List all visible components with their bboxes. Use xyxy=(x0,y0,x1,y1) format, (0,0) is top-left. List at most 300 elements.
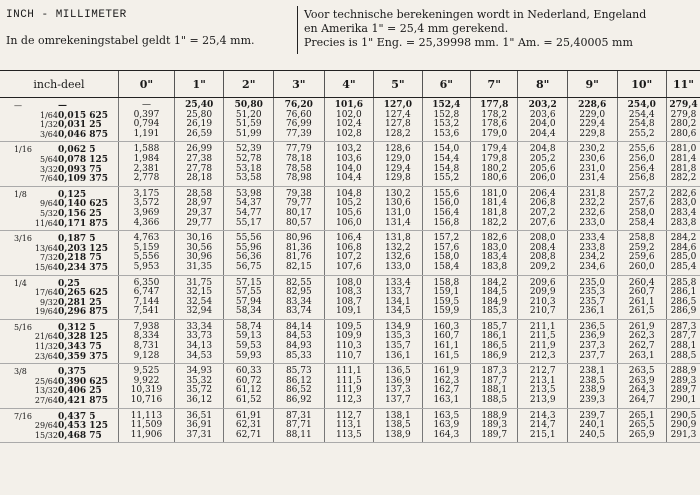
mm-value: 260,4 xyxy=(628,277,655,288)
inch-decimal: 0,453 125 xyxy=(57,421,109,432)
mm-value: 36,12 xyxy=(186,395,213,406)
mm-value: 240,1 xyxy=(579,420,606,431)
mm-value: 185,3 xyxy=(481,306,508,317)
mm-value: 280,6 xyxy=(670,128,697,139)
mm-cell xyxy=(224,142,274,186)
mm-value: 103,6 xyxy=(336,153,362,164)
mm-value: 205,6 xyxy=(529,163,556,174)
mm-value: 76,20 xyxy=(284,100,313,110)
mm-value: 204,4 xyxy=(529,128,556,139)
mm-value: 163,1 xyxy=(433,395,460,406)
mm-value: 133,0 xyxy=(385,261,411,272)
mm-cell xyxy=(374,142,422,186)
mm-value: 77,39 xyxy=(285,128,312,139)
mm-cell xyxy=(274,186,325,230)
mm-value: 188,5 xyxy=(481,395,508,406)
mm-cell xyxy=(518,231,568,275)
mm-value: 181,0 xyxy=(481,188,508,199)
inch-decimal: 0,359 375 xyxy=(57,351,109,362)
mm-value: 234,6 xyxy=(579,261,606,272)
mm-value: 133,4 xyxy=(385,277,411,288)
mm-value: 158,4 xyxy=(433,261,460,272)
inch-decimal: 0,25 xyxy=(57,278,80,289)
mm-value: 258,8 xyxy=(628,233,655,244)
mm-cell xyxy=(374,275,422,319)
mm-value: 131,4 xyxy=(385,217,411,228)
mm-cell xyxy=(471,98,518,142)
mm-value: 256,8 xyxy=(628,173,655,184)
mm-cell xyxy=(118,231,174,275)
mm-value: 182,6 xyxy=(481,233,508,244)
mm-value: 54,77 xyxy=(235,207,262,218)
mm-value: 106,0 xyxy=(336,217,362,228)
mm-cell xyxy=(422,319,470,363)
mm-value: 79,38 xyxy=(285,188,312,199)
mm-cell xyxy=(567,275,617,319)
column-header: 8" xyxy=(518,71,568,98)
mm-cell xyxy=(324,275,374,319)
inch-decimal: 0,375 xyxy=(57,367,87,378)
mm-value: 0,397 xyxy=(133,109,160,120)
mm-value: 111,9 xyxy=(336,385,362,396)
mm-cell xyxy=(471,142,518,186)
inch-fraction: 11/64 xyxy=(34,218,58,228)
mm-cell xyxy=(422,186,470,230)
mm-value: 57,55 xyxy=(235,287,262,298)
mm-cell xyxy=(118,142,174,186)
mm-value: 83,74 xyxy=(285,306,312,317)
mm-value: 9,525 xyxy=(133,366,160,377)
table-row xyxy=(0,364,700,408)
inch-fraction: 7/32 xyxy=(39,253,58,263)
mm-value: 265,9 xyxy=(628,429,655,440)
mm-cell xyxy=(567,408,617,443)
mm-value: 187,3 xyxy=(481,366,508,377)
mm-value: 26,19 xyxy=(186,119,213,130)
mm-value: 158,0 xyxy=(433,252,460,263)
inch-decimal: 0,078 125 xyxy=(57,154,109,165)
mm-value: 138,1 xyxy=(385,410,411,421)
inch-decimal: 0,046 875 xyxy=(57,129,109,140)
mm-value: 3,572 xyxy=(133,198,160,209)
mm-value: 184,2 xyxy=(481,277,508,288)
inch-fraction: 27/64 xyxy=(34,396,58,406)
mm-value: 130,6 xyxy=(385,198,411,209)
mm-cell xyxy=(174,408,224,443)
inch-fraction: 21/64 xyxy=(34,332,58,342)
mm-value: 107,6 xyxy=(336,261,362,272)
mm-cell xyxy=(567,142,617,186)
mm-value: 156,8 xyxy=(433,217,460,228)
mm-value: 180,6 xyxy=(481,173,508,184)
mm-value: 26,59 xyxy=(186,128,213,139)
mm-value: 134,9 xyxy=(385,321,411,332)
mm-cell xyxy=(224,186,274,230)
mm-value: 5,556 xyxy=(133,252,160,263)
mm-value: 189,7 xyxy=(481,429,508,440)
mm-value: 254,4 xyxy=(628,109,655,120)
mm-value: 230,2 xyxy=(579,144,606,155)
mm-cell xyxy=(274,364,325,408)
mm-value: 211,1 xyxy=(529,321,556,332)
mm-value: 105,6 xyxy=(336,207,362,218)
mm-cell xyxy=(374,98,422,142)
mm-value: 136,5 xyxy=(385,366,411,377)
column-header: 2" xyxy=(224,71,274,98)
mm-value: 4,763 xyxy=(133,233,160,244)
mm-value: 256,0 xyxy=(628,153,655,164)
inch-fraction: 7/64 xyxy=(39,174,58,184)
mm-cell xyxy=(174,319,224,363)
mm-cell xyxy=(518,275,568,319)
inch-fraction: 13/64 xyxy=(34,243,58,253)
inch-decimal: 0,234 375 xyxy=(57,262,109,273)
mm-value: 59,53 xyxy=(235,341,262,352)
mm-value: 262,7 xyxy=(628,341,655,352)
mm-cell xyxy=(471,319,518,363)
mm-cell xyxy=(224,231,274,275)
mm-value: 135,7 xyxy=(385,341,411,352)
mm-value: 152,8 xyxy=(433,109,460,120)
mm-value: 32,94 xyxy=(186,306,213,317)
mm-value: 3,969 xyxy=(133,207,160,218)
mm-value: 86,92 xyxy=(285,395,312,406)
mm-value: 279,8 xyxy=(670,109,697,120)
inch-decimal: 0,156 25 xyxy=(57,208,102,219)
mm-value: 208,0 xyxy=(529,233,556,244)
inch-decimal: 0,203 125 xyxy=(57,243,109,254)
mm-value: 34,13 xyxy=(186,341,213,352)
mm-value: 36,91 xyxy=(186,420,213,431)
mm-value: 110,3 xyxy=(336,341,362,352)
mm-value: 213,5 xyxy=(529,385,556,396)
mm-value: 282,6 xyxy=(670,188,697,199)
mm-value: 6,350 xyxy=(133,277,160,288)
mm-value: 104,8 xyxy=(336,188,362,199)
mm-value: 163,9 xyxy=(433,420,460,431)
mm-value: 238,9 xyxy=(579,385,606,396)
mm-value: 129,0 xyxy=(385,153,411,164)
inch-fraction-cell xyxy=(0,98,118,142)
conversion-note: In de omrekeningstabel geldt 1" = 25,4 mm. xyxy=(6,34,255,47)
column-header: 5" xyxy=(374,71,422,98)
mm-value: 108,3 xyxy=(336,287,362,298)
mm-cell xyxy=(118,364,174,408)
inch-fraction: 3/16 xyxy=(13,234,32,244)
mm-value: 163,5 xyxy=(433,410,460,421)
mm-value: 210,3 xyxy=(529,296,556,307)
mm-value: 85,73 xyxy=(285,366,312,377)
mm-cell xyxy=(518,186,568,230)
mm-value: 182,2 xyxy=(481,217,508,228)
column-header: 9" xyxy=(567,71,617,98)
inch-fraction: 15/32 xyxy=(34,430,58,440)
mm-value: 62,71 xyxy=(235,429,262,440)
table-row xyxy=(0,275,700,319)
inch-fraction: 1/16 xyxy=(13,145,32,155)
header-divider xyxy=(297,6,298,54)
inch-fraction: 5/64 xyxy=(39,154,58,164)
inch-decimal: 0,015 625 xyxy=(57,110,109,121)
mm-cell xyxy=(224,275,274,319)
mm-value: 55,56 xyxy=(235,233,262,244)
mm-value: 108,7 xyxy=(336,296,362,307)
mm-value: 161,5 xyxy=(433,350,460,361)
mm-value: 255,2 xyxy=(628,128,655,139)
mm-value: 281,4 xyxy=(670,153,697,164)
mm-value: 26,99 xyxy=(186,144,213,155)
mm-value: 10,716 xyxy=(130,395,163,406)
mm-value: 136,9 xyxy=(385,375,411,386)
inch-fraction: 3/32 xyxy=(39,164,58,174)
mm-value: 110,7 xyxy=(336,350,362,361)
mm-value: 259,6 xyxy=(628,252,655,263)
inch-fraction-cell xyxy=(0,231,118,275)
mm-value: 228,6 xyxy=(578,100,607,110)
mm-value: 231,4 xyxy=(579,173,606,184)
mm-value: 108,0 xyxy=(336,277,362,288)
mm-value: 81,36 xyxy=(285,242,312,253)
mm-cell xyxy=(667,364,700,408)
mm-value: 159,9 xyxy=(433,306,460,317)
mm-value: 233,8 xyxy=(579,242,606,253)
inch-fraction: 1/4 xyxy=(13,278,27,288)
mm-value: 156,0 xyxy=(433,198,460,209)
mm-value: 9,128 xyxy=(133,350,160,361)
mm-value: — xyxy=(141,100,151,110)
mm-value: 178,2 xyxy=(481,109,508,120)
mm-value: 29,37 xyxy=(186,207,213,218)
mm-cell xyxy=(518,408,568,443)
mm-cell xyxy=(567,231,617,275)
inch-fraction: 11/32 xyxy=(34,342,58,352)
mm-cell xyxy=(617,142,667,186)
mm-value: 185,7 xyxy=(481,321,508,332)
mm-cell xyxy=(667,186,700,230)
mm-cell xyxy=(118,319,174,363)
mm-value: 186,5 xyxy=(481,341,508,352)
mm-value: 283,4 xyxy=(670,207,697,218)
mm-value: 102,4 xyxy=(336,119,362,130)
mm-value: 179,0 xyxy=(481,128,508,139)
mm-cell xyxy=(422,142,470,186)
mm-value: 109,9 xyxy=(336,331,362,342)
mm-cell xyxy=(324,142,374,186)
mm-value: 286,5 xyxy=(670,296,697,307)
inch-decimal: 0,281 25 xyxy=(57,297,102,308)
mm-value: 2,778 xyxy=(133,173,160,184)
mm-value: 238,5 xyxy=(579,375,606,386)
mm-value: 157,6 xyxy=(433,242,460,253)
mm-value: 152,4 xyxy=(432,100,461,110)
inch-fraction: 1/8 xyxy=(13,189,27,199)
mm-value: 28,18 xyxy=(186,173,213,184)
mm-value: 25,40 xyxy=(185,100,214,110)
mm-value: 81,76 xyxy=(285,252,312,263)
inch-fraction: 9/64 xyxy=(39,199,58,209)
mm-value: 84,93 xyxy=(285,341,312,352)
mm-value: 5,159 xyxy=(133,242,160,253)
mm-value: 52,39 xyxy=(235,144,262,155)
mm-cell xyxy=(224,364,274,408)
mm-value: 154,8 xyxy=(433,163,460,174)
mm-cell xyxy=(617,364,667,408)
mm-value: 82,95 xyxy=(285,287,312,298)
mm-value: 33,73 xyxy=(186,331,213,342)
column-header: 7" xyxy=(471,71,518,98)
mm-value: 11,113 xyxy=(130,410,163,421)
mm-value: 206,4 xyxy=(529,188,556,199)
mm-value: 232,2 xyxy=(579,198,606,209)
mm-value: 1,588 xyxy=(133,144,160,155)
mm-value: 215,1 xyxy=(529,429,556,440)
mm-value: 238,1 xyxy=(579,366,606,377)
mm-value: 76,99 xyxy=(285,119,312,130)
page-title: INCH - MILLIMETER xyxy=(6,9,127,21)
mm-value: 58,74 xyxy=(235,321,262,332)
mm-cell xyxy=(422,275,470,319)
mm-cell xyxy=(118,186,174,230)
mm-value: 51,99 xyxy=(235,128,262,139)
mm-value: 239,7 xyxy=(579,410,606,421)
mm-value: 207,2 xyxy=(529,207,556,218)
mm-value: 290,5 xyxy=(670,410,697,421)
mm-value: 132,6 xyxy=(385,252,411,263)
inch-decimal: 0,437 5 xyxy=(57,411,96,422)
mm-value: 51,20 xyxy=(235,109,262,120)
mm-value: 290,9 xyxy=(670,420,697,431)
mm-cell xyxy=(118,275,174,319)
mm-value: 203,2 xyxy=(528,100,557,110)
mm-cell xyxy=(518,319,568,363)
mm-value: 183,8 xyxy=(481,261,508,272)
mm-value: 264,7 xyxy=(628,395,655,406)
mm-value: 87,71 xyxy=(285,420,312,431)
mm-value: 229,0 xyxy=(579,109,606,120)
mm-value: 207,6 xyxy=(529,217,556,228)
mm-value: 184,9 xyxy=(481,296,508,307)
inch-decimal: 0,171 875 xyxy=(57,218,109,229)
mm-value: 231,8 xyxy=(579,188,606,199)
mm-value: 231,0 xyxy=(579,163,606,174)
mm-value: 160,3 xyxy=(433,321,460,332)
mm-cell xyxy=(324,408,374,443)
mm-value: 233,4 xyxy=(579,233,606,244)
mm-cell xyxy=(617,186,667,230)
inch-decimal: 0,125 xyxy=(57,189,87,200)
mm-value: 255,6 xyxy=(628,144,655,155)
mm-value: 281,0 xyxy=(670,144,697,155)
mm-value: 161,9 xyxy=(433,366,460,377)
mm-value: 137,3 xyxy=(385,385,411,396)
mm-cell xyxy=(324,364,374,408)
mm-cell xyxy=(374,319,422,363)
mm-cell xyxy=(422,408,470,443)
mm-value: 6,747 xyxy=(133,287,160,298)
mm-value: 76,60 xyxy=(285,109,312,120)
mm-cell xyxy=(471,186,518,230)
mm-value: 235,0 xyxy=(579,277,606,288)
mm-value: 107,2 xyxy=(336,252,362,263)
mm-cell xyxy=(174,275,224,319)
mm-value: 1,984 xyxy=(133,153,160,164)
mm-value: 31,35 xyxy=(186,261,213,272)
column-header: 1" xyxy=(174,71,224,98)
inch-decimal: 0,140 625 xyxy=(57,199,109,210)
mm-value: 265,1 xyxy=(628,410,655,421)
mm-cell xyxy=(518,364,568,408)
mm-value: 237,7 xyxy=(579,350,606,361)
mm-value: 127,0 xyxy=(383,100,412,110)
mm-cell xyxy=(374,408,422,443)
mm-value: 288,9 xyxy=(670,366,697,377)
inch-decimal: 0,109 375 xyxy=(57,174,109,185)
mm-value: 154,4 xyxy=(433,153,460,164)
mm-cell xyxy=(274,275,325,319)
note-line: Precies is 1" Eng. = 25,39998 mm. 1" Am. = 25,40005 mm xyxy=(304,36,633,49)
inch-decimal: 0,390 625 xyxy=(57,376,109,387)
inch-fraction-cell xyxy=(0,186,118,230)
mm-value: 36,51 xyxy=(186,410,213,421)
mm-value: 56,36 xyxy=(235,252,262,263)
inch-fraction: 15/64 xyxy=(34,262,58,272)
mm-value: 57,15 xyxy=(235,277,262,288)
mm-value: 286,9 xyxy=(670,306,697,317)
column-header: 4" xyxy=(324,71,374,98)
mm-value: 31,75 xyxy=(186,277,213,288)
mm-cell xyxy=(174,364,224,408)
conversion-table xyxy=(0,70,700,443)
mm-value: 101,6 xyxy=(334,100,363,110)
mm-value: 208,8 xyxy=(529,252,556,263)
mm-cell xyxy=(567,364,617,408)
mm-value: 281,8 xyxy=(670,163,697,174)
mm-value: 113,5 xyxy=(336,429,362,440)
mm-value: 78,58 xyxy=(285,163,312,174)
mm-value: 162,3 xyxy=(433,375,460,386)
header-row xyxy=(0,71,700,98)
mm-value: 33,34 xyxy=(186,321,213,332)
mm-value: 179,8 xyxy=(481,153,508,164)
mm-value: 129,8 xyxy=(385,173,411,184)
header-left xyxy=(6,8,291,48)
mm-cell xyxy=(617,275,667,319)
column-header: 10" xyxy=(617,71,667,98)
mm-value: 280,2 xyxy=(670,119,697,130)
header-right xyxy=(304,8,696,50)
mm-value: 184,5 xyxy=(481,287,508,298)
mm-value: 188,9 xyxy=(481,410,508,421)
mm-value: 212,7 xyxy=(529,366,556,377)
mm-value: 257,2 xyxy=(628,188,655,199)
inch-fraction-cell xyxy=(0,319,118,363)
mm-value: 7,938 xyxy=(133,321,160,332)
mm-value: 204,0 xyxy=(529,119,556,130)
mm-value: 213,1 xyxy=(529,375,556,386)
mm-value: 156,4 xyxy=(433,207,460,218)
mm-value: 138,9 xyxy=(385,429,411,440)
mm-value: 204,8 xyxy=(529,144,556,155)
mm-value: 256,4 xyxy=(628,163,655,174)
inch-fraction: 23/64 xyxy=(34,351,58,361)
mm-cell xyxy=(617,98,667,142)
mm-value: 285,0 xyxy=(670,252,697,263)
mm-value: 79,77 xyxy=(285,198,312,209)
mm-value: 131,0 xyxy=(385,207,411,218)
mm-value: 30,96 xyxy=(186,252,213,263)
mm-value: 30,56 xyxy=(186,242,213,253)
mm-value: 102,8 xyxy=(336,128,362,139)
